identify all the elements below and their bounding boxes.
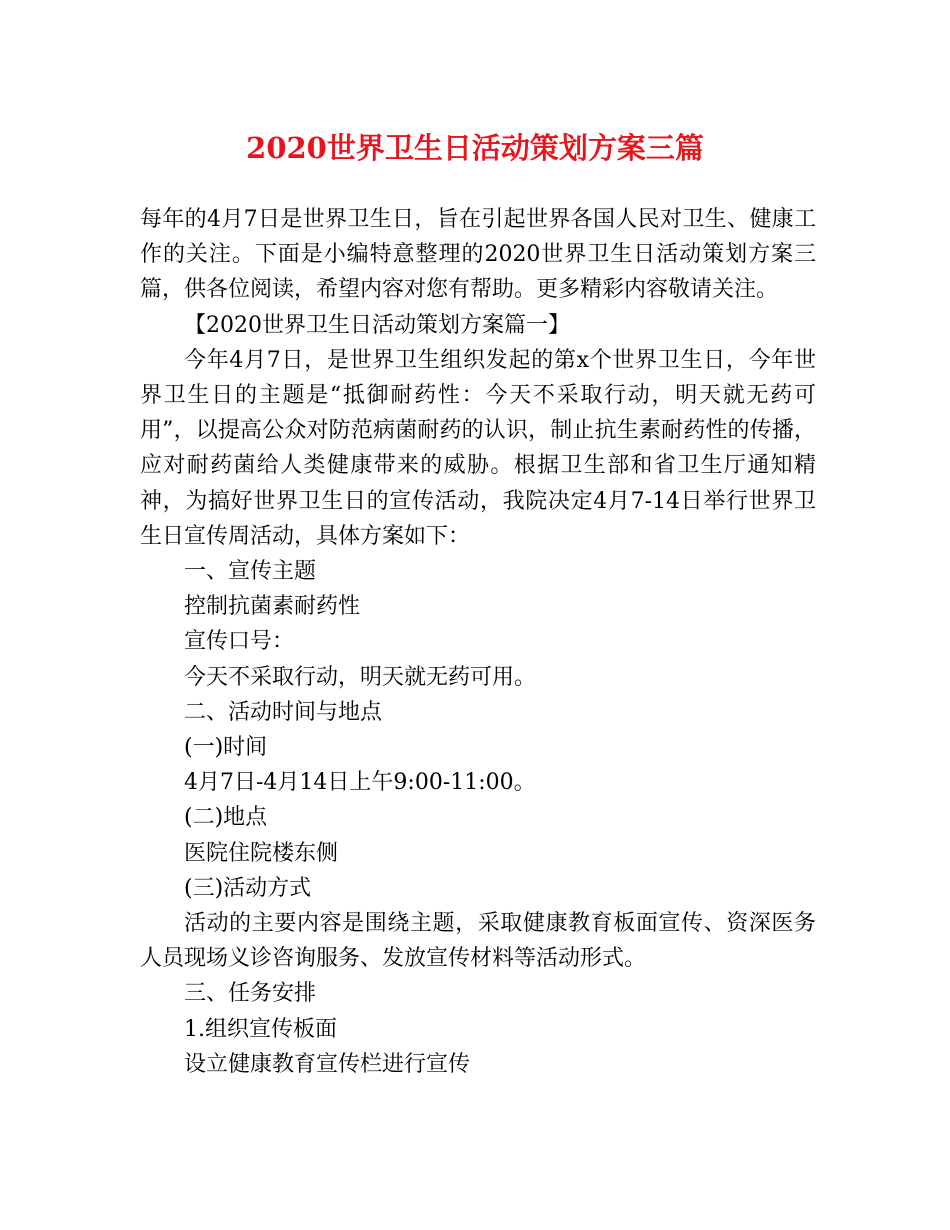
body-paragraph: (二)地点 xyxy=(184,805,268,831)
body-paragraph: 每年的4月7日是世界卫生日，旨在引起世界各国人民对卫生、健康工作的关注。下面是小编特意整理的2020世界卫生日活动策划方案三篇，供各位阅读，希望内容对您有帮助。更多精彩内容敬请关注。 xyxy=(140,207,816,303)
body-paragraph: 4月7日-4月14日上午9:00-11:00。 xyxy=(184,770,536,796)
body-paragraph: (一)时间 xyxy=(184,735,268,761)
body-paragraph: 活动的主要内容是围绕主题，采取健康教育板面宣传、资深医务人员现场义诊咨询服务、发放宣传材料等活动形式。 xyxy=(140,911,816,972)
body-paragraph: (三)活动方式 xyxy=(184,875,312,901)
body-paragraph: 三、任务安排 xyxy=(184,981,317,1007)
body-paragraph: 二、活动时间与地点 xyxy=(184,699,383,725)
body-paragraph: 1.组织宣传板面 xyxy=(184,1016,337,1042)
body-paragraph: 今天不采取行动，明天就无药可用。 xyxy=(184,664,537,690)
body-paragraph: 【2020世界卫生日活动策划方案篇一】 xyxy=(184,312,570,338)
body-paragraph: 控制抗菌素耐药性 xyxy=(184,594,361,620)
body-paragraph: 今年4月7日，是世界卫生组织发起的第x个世界卫生日，今年世界卫生日的主题是“抵御耐药性：今天不采取行动，明天就无药可用”，以提高公众对防范病菌耐药的认识，制止抗生素耐药性的传播，应对耐药菌给人类健康带来的威胁。根据卫生部和省卫生厅通知精神，为搞好世界卫生日的宣传活动，我院决定4月7-14日举行世界卫生日宣传周活动，具体方案如下： xyxy=(140,347,816,549)
body-paragraph: 设立健康教育宣传栏进行宣传 xyxy=(184,1051,471,1077)
body-paragraph: 宣传口号： xyxy=(184,629,295,655)
document-body xyxy=(140,202,816,1082)
document-title: 2020世界卫生日活动策划方案三篇 xyxy=(246,131,704,165)
body-paragraph: 一、宣传主题 xyxy=(184,559,317,585)
body-paragraph: 医院住院楼东侧 xyxy=(184,840,339,866)
